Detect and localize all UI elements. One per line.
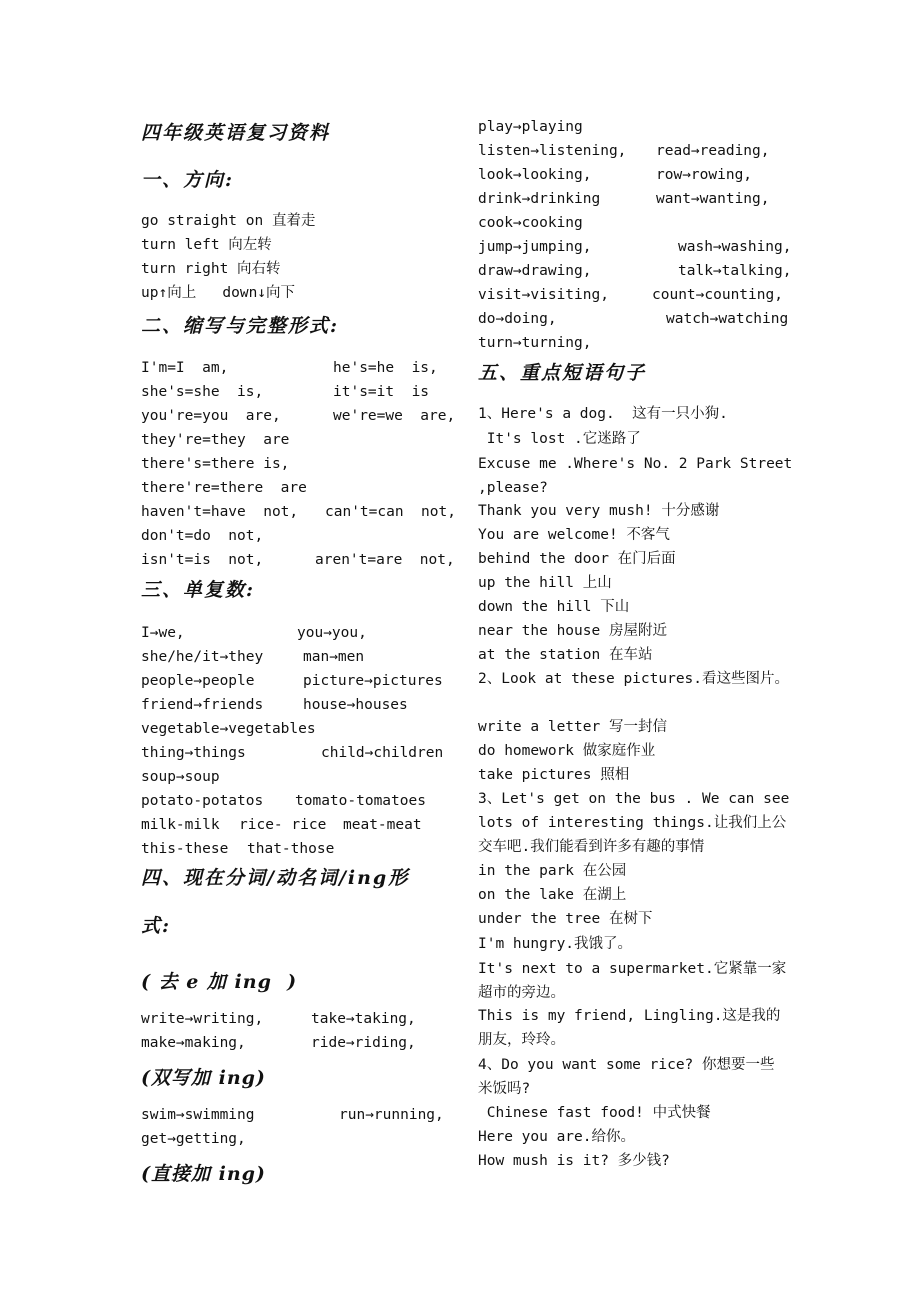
word-pair <box>478 238 790 256</box>
text-line: soup→soup <box>141 769 220 785</box>
text-line: How mush is it? 多少钱? <box>478 1153 670 1169</box>
word-pair <box>141 648 451 666</box>
triple-1: milk-milk <box>141 817 220 833</box>
pair-left: thing→things <box>141 745 246 761</box>
text-line: play→playing <box>478 119 583 135</box>
text-line: 3、Let's get on the bus . We can see <box>478 791 790 807</box>
pair-right: that-those <box>247 841 335 857</box>
pair-left: I→we, <box>141 625 185 641</box>
word-pair <box>478 190 770 208</box>
pair-left: people→people <box>141 673 255 689</box>
text-line: don't=do not, <box>141 528 264 544</box>
text-line: go straight on 直着走 <box>141 213 316 229</box>
pair-left: drink→drinking <box>478 191 601 207</box>
pair-right: it's=it is <box>333 384 430 400</box>
word-pair <box>478 166 753 184</box>
word-pair <box>141 672 451 690</box>
text-line: 米饭吗? <box>478 1081 531 1097</box>
text-line: up↑向上 down↓向下 <box>141 285 296 301</box>
text-line: Thank you very mush! 十分感谢 <box>478 503 720 519</box>
text-line: get→getting, <box>141 1131 246 1147</box>
triple-2: rice- rice <box>239 817 327 833</box>
pair-right: tomato-tomatoes <box>295 793 426 809</box>
text-line: there're=there are <box>141 480 307 496</box>
pair-left: look→looking, <box>478 167 592 183</box>
word-pair <box>478 310 790 328</box>
pair-right: ride→riding, <box>311 1035 416 1051</box>
word-pair <box>141 383 451 401</box>
text-line: behind the door 在门后面 <box>478 551 676 567</box>
pair-left: make→making, <box>141 1035 246 1051</box>
word-pair <box>141 744 451 762</box>
section-4-heading: 四、现在分词/动名词/ing形 <box>141 867 410 889</box>
text-line: cook→cooking <box>478 215 583 231</box>
text-line: 超市的旁边。 <box>478 985 565 1001</box>
word-pair <box>141 696 451 714</box>
word-pair <box>478 262 790 280</box>
pair-right: we're=we are, <box>333 408 456 424</box>
word-pair <box>141 503 456 521</box>
triple-3: meat-meat <box>343 817 422 833</box>
pair-left: friend→friends <box>141 697 264 713</box>
word-pair <box>141 792 426 810</box>
word-pair <box>478 142 770 160</box>
pair-left: this-these <box>141 841 229 857</box>
text-line: under the tree 在树下 <box>478 911 653 927</box>
text-line: they're=they are <box>141 432 290 448</box>
word-pair <box>141 359 451 377</box>
text-line: 1、Here's a dog. 这有一只小狗. <box>478 406 728 422</box>
text-line: do homework 做家庭作业 <box>478 743 656 759</box>
text-line: take pictures 照相 <box>478 767 630 783</box>
text-line: 4、Do you want some rice? 你想要一些 <box>478 1057 775 1073</box>
text-line: on the lake 在湖上 <box>478 887 627 903</box>
text-line: near the house 房屋附近 <box>478 623 667 639</box>
text-line: Here you are.给你。 <box>478 1129 635 1145</box>
pair-left: haven't=have not, <box>141 504 299 520</box>
text-line: in the park 在公园 <box>478 863 627 879</box>
pair-right: can't=can not, <box>325 504 456 520</box>
text-line: turn left 向左转 <box>141 237 272 253</box>
pair-right: he's=he is, <box>333 360 438 376</box>
text-line: turn→turning, <box>478 335 592 351</box>
pair-right: you→you, <box>297 625 367 641</box>
text-line: at the station 在车站 <box>478 647 653 663</box>
text-line: write a letter 写一封信 <box>478 719 667 735</box>
word-pair <box>141 624 451 642</box>
pair-right: want→wanting, <box>656 191 770 207</box>
pair-left: swim→swimming <box>141 1107 255 1123</box>
pair-left: visit→visiting, <box>478 287 609 303</box>
pair-right: man→men <box>303 649 365 665</box>
text-line: It's next to a supermarket.它紧靠一家 <box>478 961 787 977</box>
pair-right: watch→watching <box>666 311 789 327</box>
pair-right: wash→washing, <box>678 239 792 255</box>
section-4-heading-cont: 式: <box>141 915 172 937</box>
word-pair <box>478 286 790 304</box>
text-line: down the hill 下山 <box>478 599 630 615</box>
pair-right: aren't=are not, <box>315 552 455 568</box>
pair-left: listen→listening, <box>478 143 627 159</box>
word-pair <box>141 1106 451 1124</box>
pair-left: draw→drawing, <box>478 263 592 279</box>
section-1-heading: 一、方向: <box>141 169 235 191</box>
text-line: there's=there is, <box>141 456 290 472</box>
pair-right: row→rowing, <box>656 167 753 183</box>
section-2-heading: 二、缩写与完整形式: <box>141 315 340 337</box>
rule-subheading: (双写加 ing) <box>141 1067 266 1089</box>
pair-right: child→children <box>321 745 444 761</box>
pair-left: you're=you are, <box>141 408 281 424</box>
text-line: 朋友，玲玲。 <box>478 1032 565 1048</box>
pair-left: she's=she is, <box>141 384 264 400</box>
text-line: You are welcome! 不客气 <box>478 527 670 543</box>
word-pair <box>141 551 455 569</box>
pair-right: talk→talking, <box>678 263 792 279</box>
text-line: 2、Look at these pictures.看这些图片。 <box>478 671 790 687</box>
pair-right: read→reading, <box>656 143 770 159</box>
pair-right: count→counting, <box>652 287 783 303</box>
text-line: vegetable→vegetables <box>141 721 316 737</box>
word-triple <box>141 816 422 834</box>
text-line: This is my friend, Lingling.这是我的 <box>478 1008 781 1024</box>
pair-left: I'm=I am, <box>141 360 229 376</box>
rule-subheading: ( 去 e 加 ing ) <box>141 971 298 993</box>
text-line: Excuse me .Where's No. 2 Park Street <box>478 456 793 472</box>
text-line: 交车吧.我们能看到许多有趣的事情 <box>478 839 705 855</box>
text-line: Chinese fast food! 中式快餐 <box>478 1105 711 1121</box>
text-line: up the hill 上山 <box>478 575 612 591</box>
word-pair <box>141 1010 451 1028</box>
text-line: lots of interesting things.让我们上公 <box>478 815 787 831</box>
pair-right: picture→pictures <box>303 673 443 689</box>
pair-left: potato-potatos <box>141 793 264 809</box>
text-line: ,please? <box>478 480 548 496</box>
word-pair <box>141 840 335 858</box>
rule-subheading: (直接加 ing) <box>141 1163 266 1185</box>
pair-left: write→writing, <box>141 1011 264 1027</box>
word-pair <box>141 407 456 425</box>
text-line: I'm hungry.我饿了。 <box>478 936 633 952</box>
pair-right: run→running, <box>339 1107 444 1123</box>
section-3-heading: 三、单复数: <box>141 579 256 601</box>
text-line: It's lost .它迷路了 <box>478 431 641 447</box>
pair-left: jump→jumping, <box>478 239 592 255</box>
pair-left: she/he/it→they <box>141 649 264 665</box>
text-line: turn right 向右转 <box>141 261 281 277</box>
pair-right: take→taking, <box>311 1011 416 1027</box>
pair-left: isn't=is not, <box>141 552 264 568</box>
pair-left: do→doing, <box>478 311 557 327</box>
pair-right: house→houses <box>303 697 408 713</box>
section-5-heading: 五、重点短语句子 <box>478 362 647 384</box>
word-pair <box>141 1034 451 1052</box>
page-title: 四年级英语复习资料 <box>141 122 331 144</box>
